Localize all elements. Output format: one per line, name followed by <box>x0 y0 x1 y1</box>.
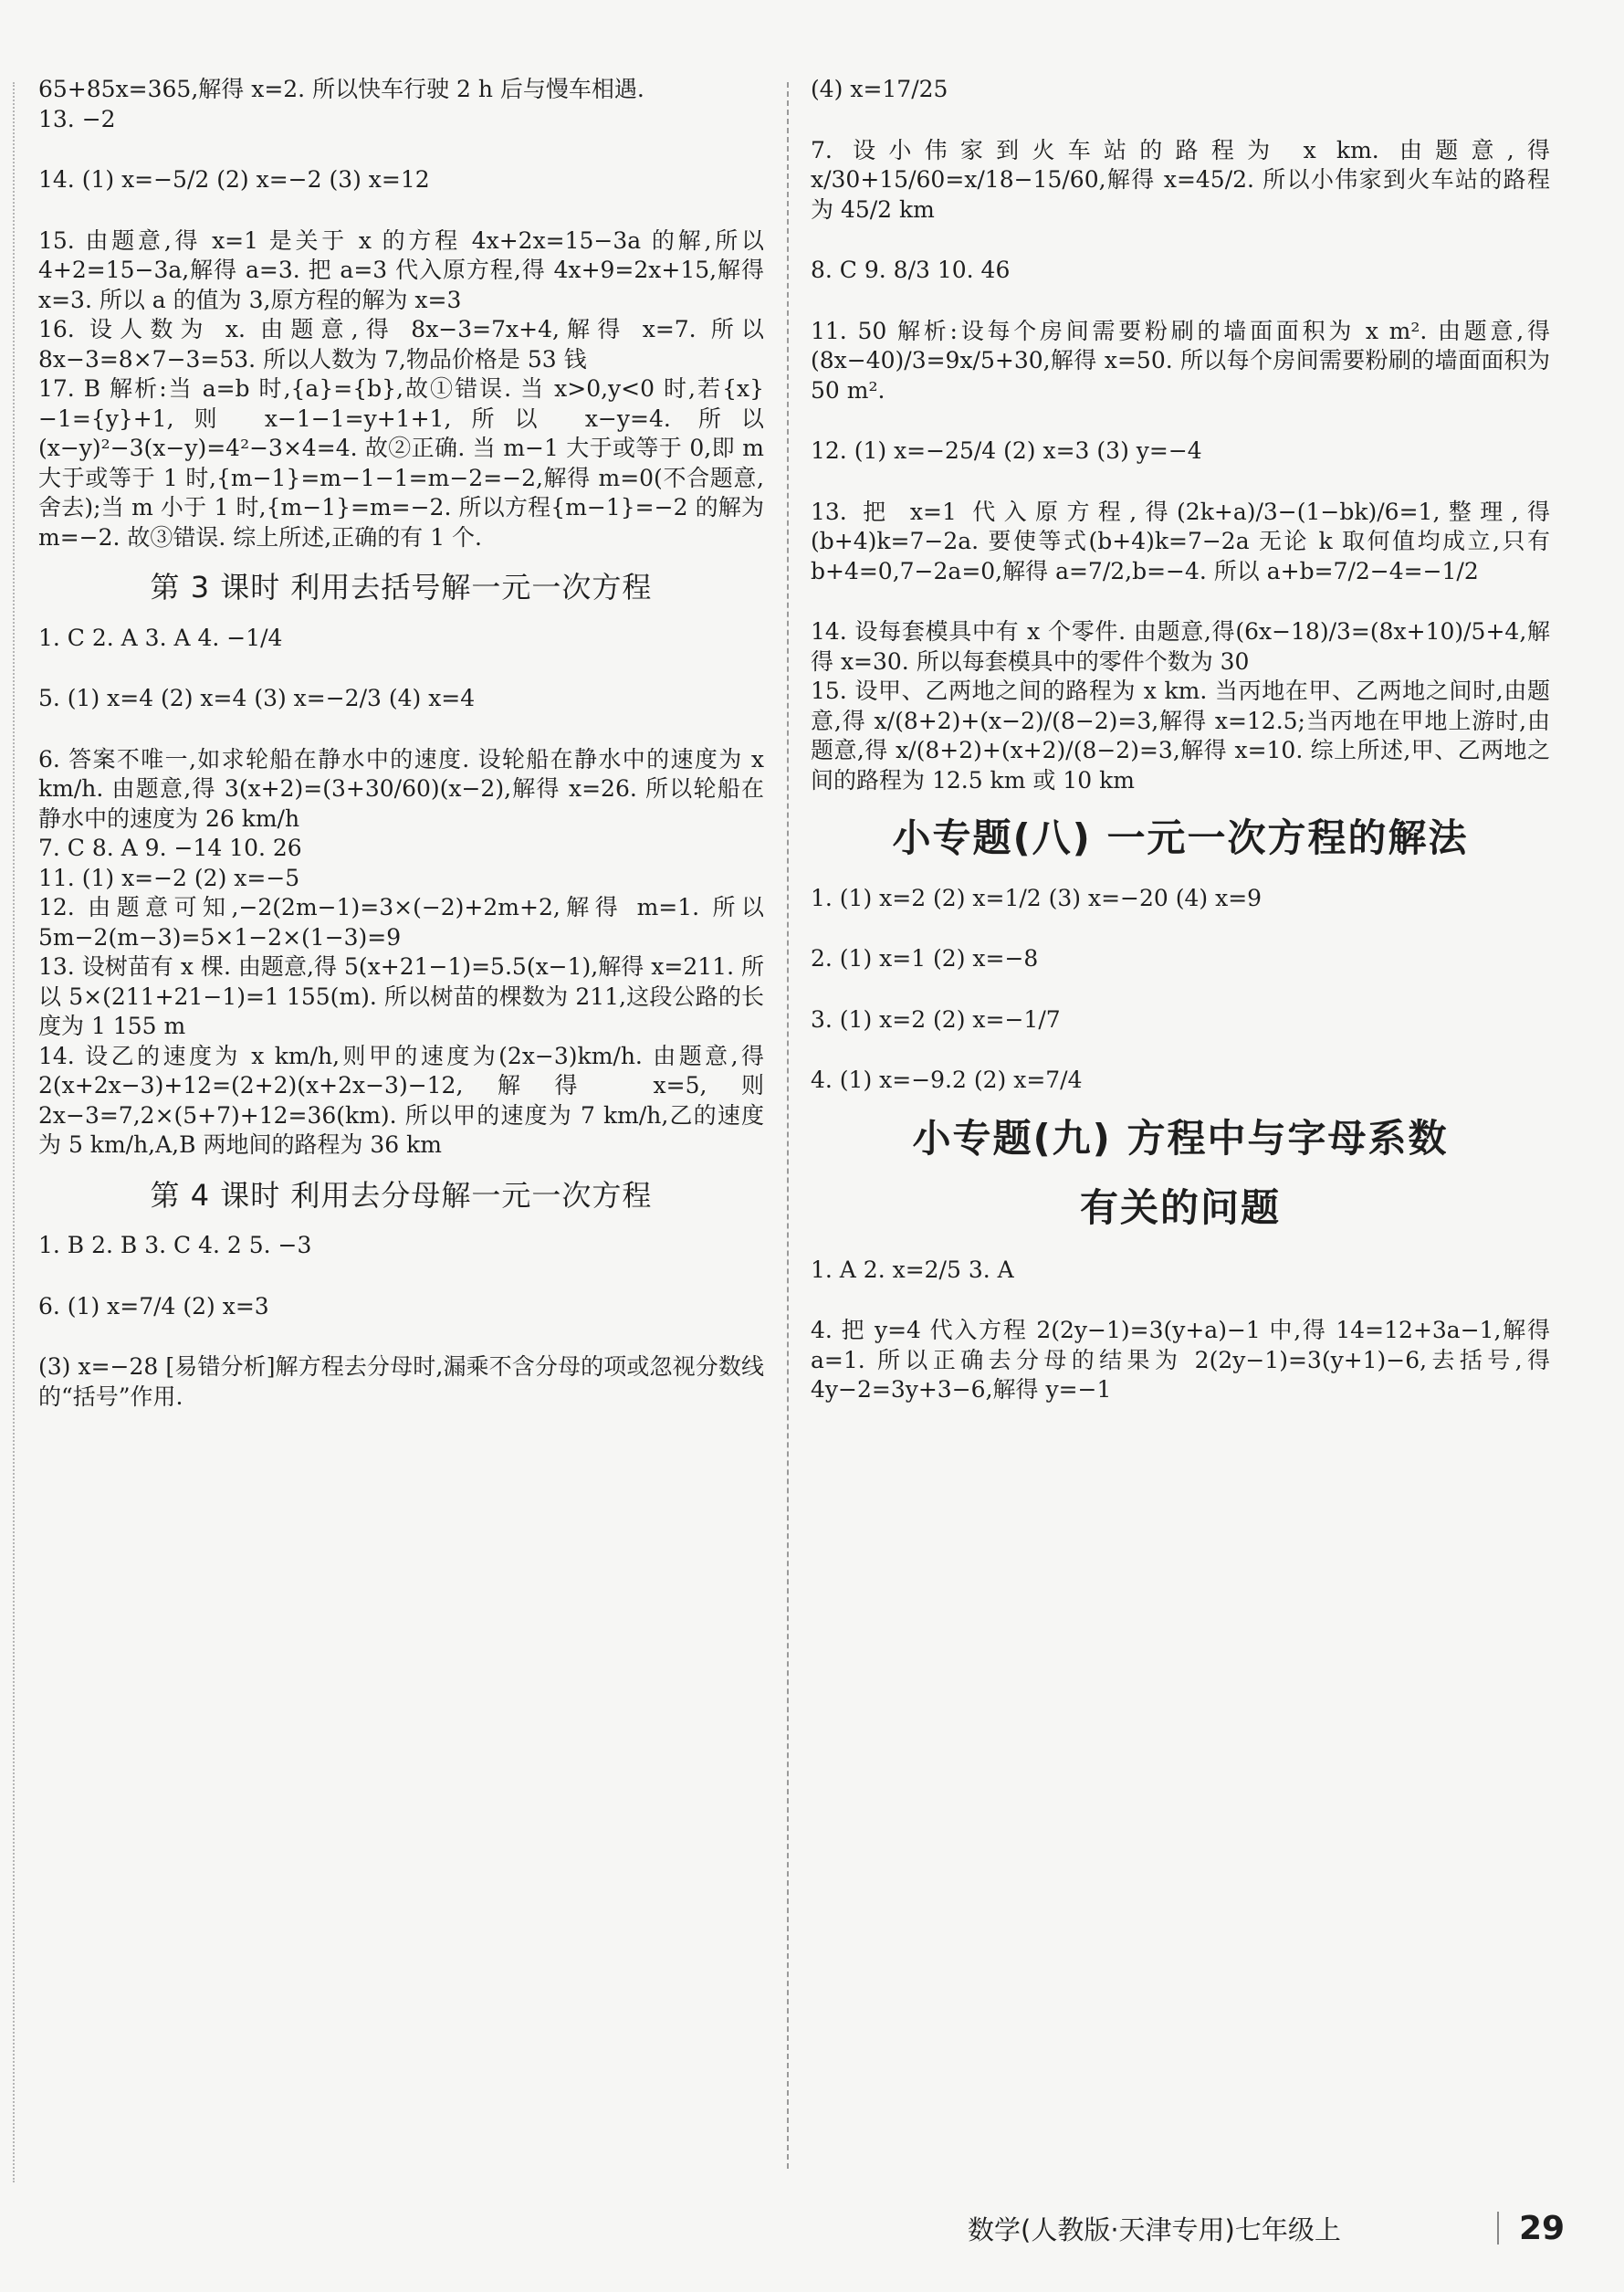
topic-title-line2: 有关的问题 <box>1079 1185 1281 1231</box>
topic-title: 小专题(九) 方程中与字母系数 <box>912 1115 1449 1161</box>
section-title: 第 3 课时 利用去括号解一元一次方程 <box>150 570 653 605</box>
spacer <box>38 714 764 745</box>
spacer <box>811 286 1550 317</box>
right-column <box>811 75 1550 1405</box>
spacer <box>38 1261 764 1292</box>
answer-paragraph: 2. (1) x=1 (2) x=−8 <box>811 945 1039 973</box>
answer-paragraph: 6. 答案不唯一,如求轮船在静水中的速度. 设轮船在静水中的速度为 x km/h. 由题意,得 3(x+2)=(3+30/60)(x−2),解得 x=26. 所以轮船在静水中的速度为 26 km/h <box>38 745 764 832</box>
spacer <box>38 1321 764 1352</box>
answer-paragraph: 7. C 8. A 9. −14 10. 26 <box>38 835 302 862</box>
answer-paragraph: (4) x=17/25 <box>811 76 948 102</box>
left-margin-dotted-line <box>13 82 15 2182</box>
spacer <box>811 913 1550 944</box>
spacer <box>811 586 1550 617</box>
spacer <box>811 467 1550 498</box>
answer-paragraph: 12. (1) x=−25/4 (2) x=3 (3) y=−4 <box>811 437 1202 464</box>
answer-paragraph: (3) x=−28 [易错分析]解方程去分母时,漏乘不含分母的项或忽视分数线的“括号”作用. <box>38 1353 764 1410</box>
answer-paragraph: 11. 50 解析:设每个房间需要粉刷的墙面面积为 x m². 由题意,得(8x−40)/3=9x/5+30,解得 x=50. 所以每个房间需要粉刷的墙面面积为 50 m². <box>811 317 1550 404</box>
answer-paragraph: 15. 设甲、乙两地之间的路程为 x km. 当丙地在甲、乙两地之间时,由题意,得 x/(8+2)+(x−2)/(8−2)=3,解得 x=12.5;当丙地在甲地上游时,由题意,得 x/(8+2)+(x+2)/(8−2)=3,解得 x=10. 综上所述,甲、乙两地之间的路程为 12.5 km 或 10 km <box>811 678 1550 794</box>
footer-separator <box>1497 2212 1499 2245</box>
book-title: 数学(人教版·天津专用)七年级上 <box>968 2214 1341 2245</box>
answer-paragraph: 5. (1) x=4 (2) x=4 (3) x=−2/3 (4) x=4 <box>38 685 476 712</box>
spacer <box>811 105 1550 136</box>
answer-paragraph: 16. 设人数为 x. 由题意,得 8x−3=7x+4,解得 x=7. 所以 8x−3=8×7−3=53. 所以人数为 7,物品价格是 53 钱 <box>38 316 764 373</box>
section-title: 第 4 课时 利用去分母解一元一次方程 <box>150 1177 653 1213</box>
spacer <box>811 1035 1550 1066</box>
answer-paragraph: 6. (1) x=7/4 (2) x=3 <box>38 1292 269 1319</box>
answer-paragraph: 4. 把 y=4 代入方程 2(2y−1)=3(y+a)−1 中,得 14=12+3a−1,解得 a=1. 所以正确去分母的结果为 2(2y−1)=3(y+1)−6,去括号,得 4y−2=3y+3−6,解得 y=−1 <box>811 1317 1550 1404</box>
answer-paragraph: 13. 把 x=1 代入原方程,得(2k+a)/3−(1−bk)/6=1,整理,得(b+4)k=7−2a. 要使等式(b+4)k=7−2a 无论 k 取何值均成立,只有 b+4=0,7−2a=0,解得 a=7/2,b=−4. 所以 a+b=7/2−4=−1/2 <box>811 498 1550 584</box>
answer-paragraph: 8. C 9. 8/3 10. 46 <box>811 257 1011 283</box>
spacer <box>811 405 1550 436</box>
spacer <box>38 653 764 684</box>
answer-paragraph: 17. B 解析:当 a=b 时,{a}={b},故①错误. 当 x>0,y<0 时,若{x}−1={y}+1,则 x−1−1=y+1+1,所以 x−y=4. 所以(x−y)²−3(x−y)=4²−3×4=4. 故②正确. 当 m−1 大于或等于 0,即 m 大于或等于 1 时,{m−1}=m−1−1=m−2=−2,解得 m=0(不合题意,舍去);当 m 小于 1 时,{m−1}=m=−2. 所以方程{m−1}=−2 的解为 m=−2. 故③错误. 综上所述,正确的有 1 个. <box>38 375 764 551</box>
answer-paragraph: 3. (1) x=2 (2) x=−1/7 <box>811 1005 1061 1033</box>
answer-paragraph: 4. (1) x=−9.2 (2) x=7/4 <box>811 1067 1083 1094</box>
answer-paragraph: 14. (1) x=−5/2 (2) x=−2 (3) x=12 <box>38 166 430 193</box>
answer-paragraph: 14. 设乙的速度为 x km/h,则甲的速度为(2x−3)km/h. 由题意,得 2(x+2x−3)+12=(2+2)(x+2x−3)−12,解得 x=5,则 2x−3=7,2×(5+7)+12=36(km). 所以甲的速度为 7 km/h,乙的速度为 5 km/h,A,B 两地间的路程为 36 km <box>38 1042 764 1159</box>
spacer <box>811 974 1550 1005</box>
answer-paragraph: 14. 设每套模具中有 x 个零件. 由题意,得(6x−18)/3=(8x+10)/5+4,解得 x=30. 所以每套模具中的零件个数为 30 <box>811 618 1550 675</box>
page-footer <box>968 2208 1570 2254</box>
answer-paragraph: 7. 设小伟家到火车站的路程为 x km. 由题意,得 x/30+15/60=x/18−15/60,解得 x=45/2. 所以小伟家到火车站的路程为 45/2 km <box>811 136 1550 223</box>
answer-paragraph: 1. A 2. x=2/5 3. A <box>811 1256 1014 1283</box>
answer-paragraph: 13. −2 <box>38 105 116 132</box>
page-number: 29 <box>1519 2210 1566 2247</box>
answer-paragraph: 1. B 2. B 3. C 4. 2 5. −3 <box>38 1232 312 1259</box>
answer-paragraph: 15. 由题意,得 x=1 是关于 x 的方程 4x+2x=15−3a 的解,所以 4+2=15−3a,解得 a=3. 把 a=3 代入原方程,得 4x+9=2x+15,解得 x=3. 所以 a 的值为 3,原方程的解为 x=3 <box>38 226 764 313</box>
spacer <box>811 1285 1550 1316</box>
column-divider <box>787 82 789 2169</box>
left-column <box>38 75 764 1412</box>
answer-paragraph: 1. C 2. A 3. A 4. −1/4 <box>38 624 283 651</box>
spacer <box>811 225 1550 256</box>
answer-paragraph: 11. (1) x=−2 (2) x=−5 <box>38 864 300 891</box>
topic-title: 小专题(八) 一元一次方程的解法 <box>892 815 1469 860</box>
answer-paragraph: 12. 由题意可知,−2(2m−1)=3×(−2)+2m+2,解得 m=1. 所以 5m−2(m−3)=5×1−2×(1−3)=9 <box>38 894 764 951</box>
answer-paragraph: 65+85x=365,解得 x=2. 所以快车行驶 2 h 后与慢车相遇. <box>38 76 644 102</box>
spacer <box>38 134 764 165</box>
answer-paragraph: 1. (1) x=2 (2) x=1/2 (3) x=−20 (4) x=9 <box>811 884 1263 911</box>
spacer <box>38 195 764 226</box>
answer-paragraph: 13. 设树苗有 x 棵. 由题意,得 5(x+21−1)=5.5(x−1),解得 x=211. 所以 5×(211+21−1)=1 155(m). 所以树苗的棵数为 211,这段公路的长度为 1 155 m <box>38 953 764 1040</box>
